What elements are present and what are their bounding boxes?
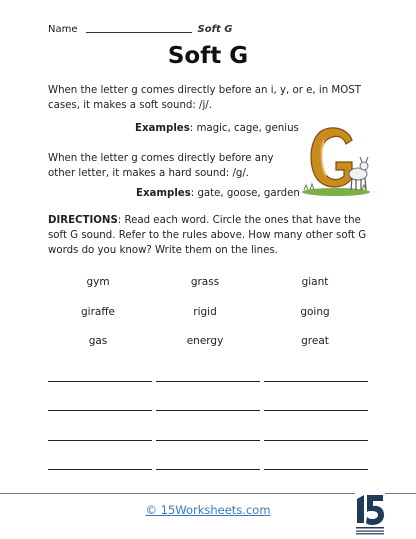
soft-examples-words: : magic, cage, genius xyxy=(189,123,299,134)
hard-examples-words: : gate, goose, garden xyxy=(190,188,300,199)
word-item[interactable]: going xyxy=(300,306,330,318)
topic-tag: Soft G xyxy=(197,24,233,35)
name-line[interactable] xyxy=(86,31,192,33)
word-item[interactable]: energy xyxy=(186,335,224,347)
word-item[interactable]: gym xyxy=(86,276,110,288)
answer-line[interactable] xyxy=(264,410,368,411)
answer-line[interactable] xyxy=(264,469,368,470)
answer-line[interactable] xyxy=(156,381,260,382)
page-title: Soft G xyxy=(167,43,249,69)
soft-examples xyxy=(135,123,299,134)
directions xyxy=(48,213,368,258)
word-item[interactable]: rigid xyxy=(193,306,217,318)
hard-rule: When the letter g comes directly before any other letter, it makes a hard sound: /g/. xyxy=(48,153,274,179)
hard-examples-label: Examples xyxy=(136,188,191,199)
answer-line[interactable] xyxy=(48,469,152,470)
answer-line[interactable] xyxy=(48,440,152,441)
answer-line[interactable] xyxy=(264,440,368,441)
footer-link[interactable]: © 15Worksheets.com xyxy=(145,503,271,517)
worksheets-logo-icon xyxy=(355,493,385,535)
word-item[interactable]: gas xyxy=(88,335,108,347)
word-item[interactable]: giraffe xyxy=(80,306,116,318)
answer-line[interactable] xyxy=(48,410,152,411)
answer-line[interactable] xyxy=(264,381,368,382)
answer-line[interactable] xyxy=(156,410,260,411)
footer-divider xyxy=(0,493,416,494)
name-row xyxy=(48,24,232,35)
soft-rule: When the letter g comes directly before an i, y, or e, in MOST cases, it makes a soft sound: /j/. xyxy=(48,85,361,111)
word-item[interactable]: grass xyxy=(190,276,220,288)
answer-line[interactable] xyxy=(156,440,260,441)
answer-line[interactable] xyxy=(156,469,260,470)
answer-line[interactable] xyxy=(48,381,152,382)
word-item[interactable]: great xyxy=(301,335,329,347)
name-label: Name xyxy=(48,24,78,35)
word-item[interactable]: giant xyxy=(301,276,329,288)
directions-label: DIRECTIONS xyxy=(48,215,118,226)
hard-examples xyxy=(136,188,300,199)
letter-g-goat-icon xyxy=(300,120,372,198)
soft-examples-label: Examples xyxy=(135,123,190,134)
directions-text: : Read each word. Circle the ones that have the soft G sound. Refer to the rules above. How many other soft G words do you know? Write them on the lines. xyxy=(48,215,367,256)
